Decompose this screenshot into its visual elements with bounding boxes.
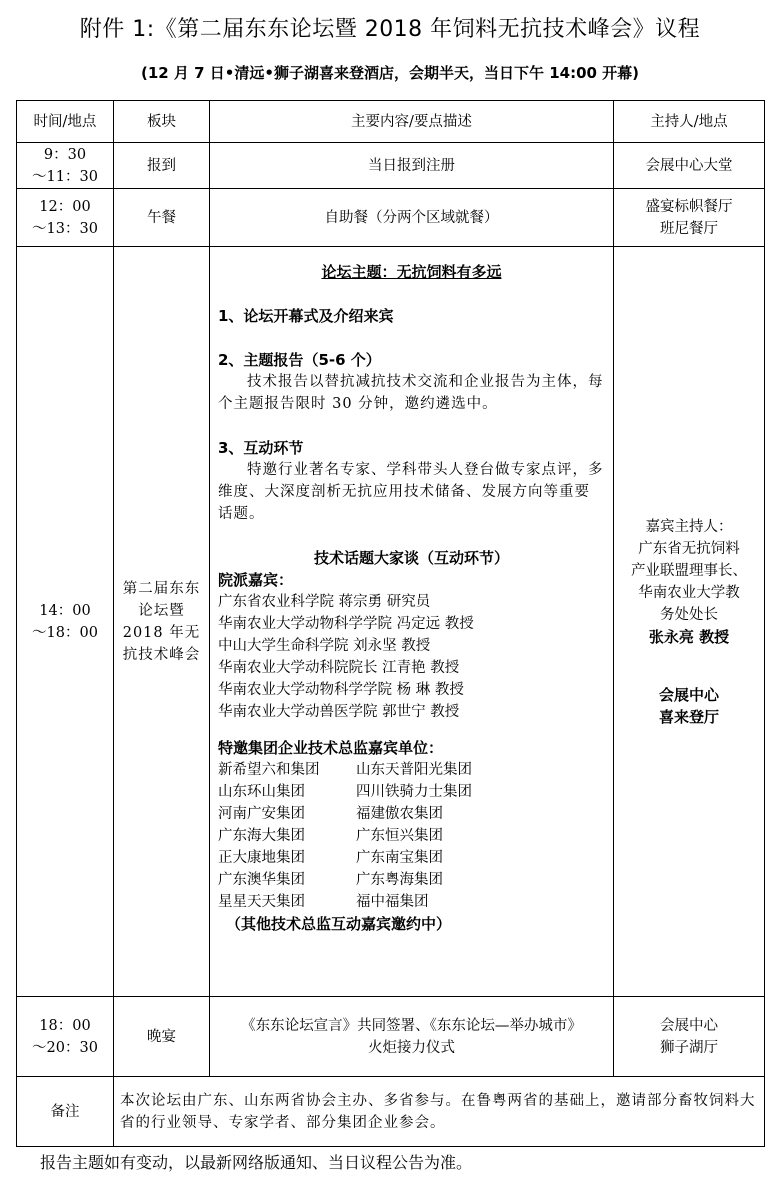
host-line: 会展中心 bbox=[660, 1017, 718, 1034]
host-cell bbox=[614, 247, 765, 997]
page-subtitle: (12 月 7 日•清远•狮子湖喜来登酒店，会期半天，当日下午 14:00 开幕) bbox=[140, 64, 640, 82]
guest-line: 广东省农业科学院 蒋宗勇 研究员 bbox=[218, 594, 431, 610]
time-cell bbox=[17, 143, 114, 189]
time-end: ～13：30 bbox=[32, 220, 98, 237]
table-row bbox=[17, 143, 765, 189]
section-heading: 3、互动环节 bbox=[218, 439, 304, 457]
table-header-row bbox=[17, 101, 765, 143]
company-item: 正大康地集团 bbox=[218, 850, 305, 866]
content-line: 《东东论坛宣言》共同签署、《东东论坛—举办城市》 bbox=[241, 1017, 582, 1034]
spacer bbox=[218, 723, 605, 737]
company-label: 特邀集团企业技术总监嘉宾单位： bbox=[218, 739, 444, 757]
company-item: 四川铁骑力士集团 bbox=[356, 784, 472, 800]
host-cell bbox=[614, 189, 765, 247]
company-item: 星星天天集团 bbox=[218, 894, 305, 910]
company-item: 福中福集团 bbox=[356, 894, 429, 910]
host-line: 狮子湖厅 bbox=[660, 1039, 718, 1056]
company-item: 山东环山集团 bbox=[218, 784, 305, 800]
remark-row bbox=[17, 1077, 765, 1147]
host-line: 班尼餐厅 bbox=[660, 220, 718, 237]
section-heading: 2、主题报告（5-6 个） bbox=[218, 351, 381, 369]
spacer bbox=[614, 648, 764, 670]
guest-line: 华南农业大学动物科学学院 杨 琳 教授 bbox=[218, 682, 464, 698]
talk-title: 技术话题大家谈（互动环节） bbox=[313, 549, 509, 567]
block-cell: 晚宴 bbox=[114, 997, 210, 1077]
host-line: 盛宴标帜餐厅 bbox=[645, 198, 733, 215]
header-cell: 主持人/地点 bbox=[614, 101, 765, 143]
company-item: 广东恒兴集团 bbox=[356, 828, 443, 844]
host-line: 会展中心大堂 bbox=[645, 157, 733, 174]
spacer bbox=[614, 670, 764, 684]
section-heading: 1、论坛开幕式及介绍来宾 bbox=[218, 307, 394, 325]
host-cell bbox=[614, 143, 765, 189]
company-list bbox=[218, 759, 605, 913]
host-place: 会展中心 bbox=[658, 685, 719, 704]
spacer bbox=[218, 283, 605, 305]
time-start: 14：00 bbox=[39, 602, 91, 619]
company-item: 广东粤海集团 bbox=[356, 872, 443, 888]
host-line: 华南农业大学教 bbox=[638, 584, 740, 601]
header-cell: 主要内容/要点描述 bbox=[210, 101, 614, 143]
time-end: ～18：00 bbox=[32, 624, 98, 641]
time-start: 12：00 bbox=[39, 198, 91, 215]
header-cell: 时间/地点 bbox=[17, 101, 114, 143]
footer-note: 报告主题如有变动，以最新网络版通知、当日议程公告为准。 bbox=[40, 1153, 473, 1172]
time-cell bbox=[17, 997, 114, 1077]
forum-theme: 论坛主题：无抗饲料有多远 bbox=[321, 263, 502, 281]
table-row bbox=[17, 997, 765, 1077]
agenda-table bbox=[16, 100, 765, 1147]
guest-line: 中山大学生命科学院 刘永坚 教授 bbox=[218, 638, 431, 654]
guest-line: 华南农业大学动科院院长 江青艳 教授 bbox=[218, 660, 460, 676]
content-cell bbox=[210, 247, 614, 997]
remark-text: 本次论坛由广东、山东两省协会主办、多省参与。在鲁粤两省的基础上，邀请部分畜牧饲料大省的行业领导、专家学者、部分集团企业参会。 bbox=[114, 1077, 765, 1147]
time-end: ～11：30 bbox=[32, 168, 98, 185]
company-item: 山东天普阳光集团 bbox=[356, 762, 472, 778]
time-cell bbox=[17, 247, 114, 997]
company-item: 新希望六和集团 bbox=[218, 762, 320, 778]
section-description: 技术报告以替抗减抗技术交流和企业报告为主体，每个主题报告限时 30 分钟，邀约遴选中。 bbox=[218, 374, 604, 412]
host-cell bbox=[614, 997, 765, 1077]
host-line: 嘉宾主持人： bbox=[645, 518, 733, 535]
block-cell: 第二届东东论坛暨2018 年无抗技术峰会 bbox=[114, 247, 210, 997]
spacer bbox=[218, 525, 605, 547]
remark-label: 备注 bbox=[17, 1077, 114, 1147]
time-end: ～20：30 bbox=[32, 1039, 98, 1056]
spacer bbox=[218, 327, 605, 349]
block-cell: 报到 bbox=[114, 143, 210, 189]
guest-line: 华南农业大学动兽医学院 郭世宁 教授 bbox=[218, 704, 460, 720]
academy-label: 院派嘉宾： bbox=[218, 571, 294, 589]
content-cell bbox=[210, 997, 614, 1077]
section-description: 特邀行业著名专家、学科带头人登台做专家点评，多维度、大深度剖析无抗应用技术储备、发展方向等重要话题。 bbox=[218, 462, 604, 522]
host-place: 喜来登厅 bbox=[658, 707, 719, 726]
time-start: 9：30 bbox=[43, 146, 87, 163]
content-cell: 当日报到注册 bbox=[210, 143, 614, 189]
company-item: 广东海大集团 bbox=[218, 828, 305, 844]
company-item: 广东南宝集团 bbox=[356, 850, 443, 866]
host-name: 张永亮 教授 bbox=[648, 627, 730, 646]
company-item: 福建傲农集团 bbox=[356, 806, 443, 822]
host-line: 产业联盟理事长、 bbox=[631, 562, 747, 579]
time-start: 18：00 bbox=[39, 1017, 91, 1034]
block-cell: 午餐 bbox=[114, 189, 210, 247]
guest-line: 华南农业大学动物科学学院 冯定远 教授 bbox=[218, 616, 474, 632]
forum-row bbox=[17, 247, 765, 997]
content-cell: 自助餐（分两个区域就餐） bbox=[210, 189, 614, 247]
company-note: （其他技术总监互动嘉宾邀约中） bbox=[226, 915, 452, 933]
host-line: 务处处长 bbox=[660, 606, 718, 623]
content-line: 火炬接力仪式 bbox=[368, 1039, 455, 1056]
page-title: 附件 1:《第二届东东论坛暨 2018 年饲料无抗技术峰会》议程 bbox=[79, 17, 701, 42]
company-item: 河南广安集团 bbox=[218, 806, 305, 822]
company-item: 广东澳华集团 bbox=[218, 872, 305, 888]
host-line: 广东省无抗饲料 bbox=[638, 540, 740, 557]
spacer bbox=[218, 415, 605, 437]
time-cell bbox=[17, 189, 114, 247]
header-cell: 板块 bbox=[114, 101, 210, 143]
table-row bbox=[17, 189, 765, 247]
